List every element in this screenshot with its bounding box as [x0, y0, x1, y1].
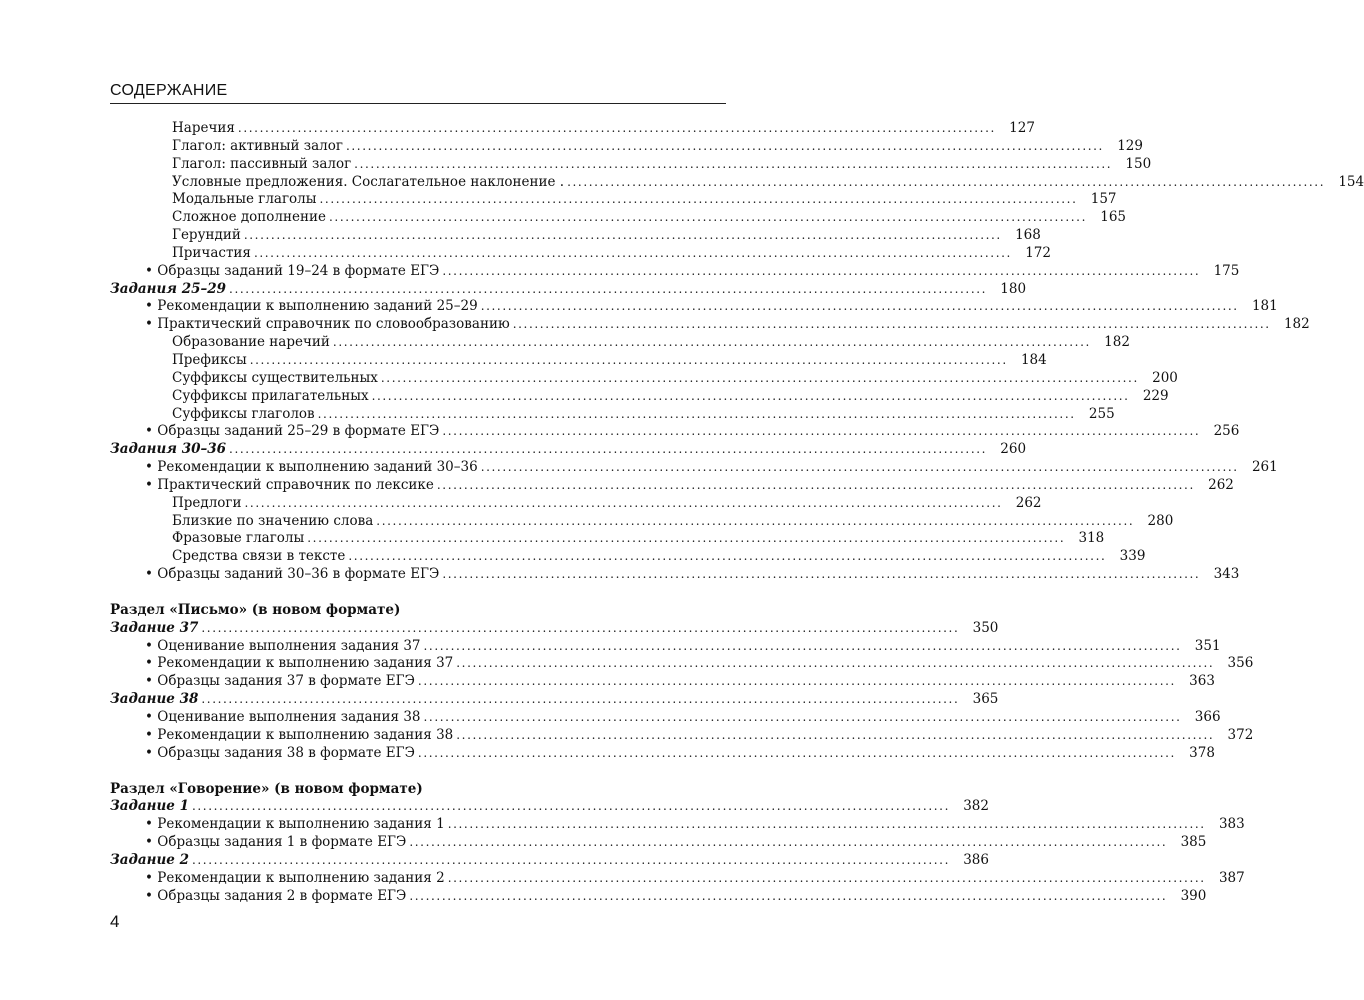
toc-entry-page: 180: [1000, 280, 1027, 297]
page-header-title: СОДЕРЖАНИЕ: [110, 82, 228, 99]
section-gap: [110, 584, 726, 602]
toc-entry-title: Средства связи в тексте: [172, 548, 346, 565]
dot-leader: ............................................................................................................................................: [253, 245, 1012, 260]
toc-entry[interactable]: [110, 476, 1234, 495]
toc-entry-page: 262: [1015, 494, 1042, 511]
section-gap: [110, 763, 726, 781]
toc-entry-title: • Образцы задания 2 в формате ЕГЭ: [145, 887, 407, 904]
toc-entry[interactable]: [110, 494, 1042, 513]
toc-entry-page: 372: [1227, 726, 1254, 743]
toc-entry-title: • Оценивание выполнения задания 37: [145, 637, 421, 654]
dot-leader: ............................................................................................................................................: [319, 192, 1078, 207]
dot-leader: ............................................................................................................................................: [237, 121, 996, 135]
toc-entry[interactable]: [110, 405, 1115, 424]
toc-entry-title: Задание 1: [110, 798, 189, 815]
toc-entry-page: 387: [1218, 869, 1245, 886]
toc-entry[interactable]: [110, 548, 1146, 566]
dot-leader: ............................................................................................................................................: [201, 692, 960, 707]
dot-leader: ............................................................................................................................................: [201, 620, 960, 635]
toc-entry-page: 365: [972, 691, 999, 708]
dot-leader: ............................................................................................................................................: [417, 745, 1176, 760]
toc-entry-page: 127: [1009, 120, 1035, 136]
toc-entry-page: 262: [1208, 476, 1234, 493]
toc-entry-title: Задание 38: [110, 691, 199, 708]
toc-entry-title: Условные предложения. Сослагательное наклонение .: [172, 173, 565, 190]
dot-leader: ............................................................................................................................................: [332, 335, 1091, 350]
toc-entry-title: • Рекомендации к выполнению задания 1: [145, 816, 445, 833]
toc-entry-title: Суффиксы прилагательных: [172, 387, 369, 404]
toc-entry[interactable]: [110, 655, 1254, 673]
toc-entry-title: Фразовые глаголы: [172, 530, 305, 547]
dot-leader: ............................................................................................................................................: [423, 638, 1182, 653]
toc-entry-title: • Рекомендации к выполнению задания 38: [145, 726, 454, 743]
dot-leader: ............................................................................................................................................: [423, 710, 1182, 724]
toc-entry-title: Наречия: [172, 120, 235, 136]
toc-entry-title: • Образцы задания 37 в формате ЕГЭ: [145, 673, 415, 690]
toc-entry-page: 280: [1147, 512, 1174, 529]
page-number: 4: [110, 912, 120, 931]
toc-entry-page: 378: [1189, 744, 1215, 761]
toc-entry-title: Причастия: [172, 244, 251, 261]
toc-entry[interactable]: [110, 155, 1152, 174]
dot-leader: ............................................................................................................................................: [442, 424, 1201, 439]
dot-leader: ............................................................................................................................................: [354, 156, 1113, 171]
dot-leader: ............................................................................................................................................: [229, 442, 988, 457]
dot-leader: ............................................................................................................................................: [244, 495, 1003, 510]
dot-leader: ............................................................................................................................................: [417, 674, 1176, 689]
toc-entry-title: Глагол: пассивный залог: [172, 155, 352, 172]
toc-entry-title: Образование наречий: [172, 334, 330, 351]
toc-entry[interactable]: [110, 619, 999, 638]
toc-entry-title: Сложное дополнение: [172, 209, 326, 226]
dot-leader: ............................................................................................................................................: [345, 138, 1104, 153]
toc-entry-page: 363: [1189, 673, 1215, 690]
toc-entry[interactable]: [110, 744, 1215, 763]
dot-leader: ............................................................................................................................................: [409, 835, 1168, 850]
toc-entry-page: 351: [1194, 637, 1221, 654]
toc-entry-page: 386: [963, 851, 989, 868]
toc-section-heading: [110, 781, 726, 799]
toc-entry-page: 168: [1015, 227, 1041, 244]
toc-entry[interactable]: [110, 869, 1245, 888]
dot-leader: ............................................................................................................................................: [480, 299, 1239, 314]
toc-entry-title: Задания 30–36: [110, 441, 227, 458]
toc-entry-title: • Образцы задания 1 в формате ЕГЭ: [145, 834, 407, 851]
dot-leader: ............................................................................................................................................: [442, 567, 1201, 582]
toc-entry[interactable]: [110, 137, 1143, 156]
toc-entry-title: Суффиксы глаголов: [172, 405, 315, 422]
dot-leader: ............................................................................................................................................: [371, 388, 1130, 403]
toc-entry-page: 255: [1088, 405, 1115, 422]
toc-entry-page: 366: [1194, 709, 1221, 725]
toc-entry[interactable]: [110, 387, 1169, 406]
dot-leader: ............................................................................................................................................: [380, 370, 1139, 385]
toc-entry-title: Близкие по значению слова: [172, 512, 374, 529]
toc-entry-title: Задание 37: [110, 619, 199, 636]
toc-entry[interactable]: [110, 709, 1221, 727]
toc-entry-page: 150: [1125, 155, 1152, 172]
toc-entry[interactable]: [110, 566, 1240, 584]
toc-entry-page: 318: [1078, 530, 1105, 547]
toc-entry-title: Задание 2: [110, 851, 189, 868]
dot-leader: ............................................................................................................................................: [512, 317, 1271, 332]
toc-entry-title: Суффиксы существительных: [172, 369, 378, 386]
toc-entry[interactable]: [110, 173, 1364, 192]
toc-entry[interactable]: [110, 369, 1178, 388]
toc-entry[interactable]: [110, 227, 1041, 245]
toc-entry[interactable]: [110, 798, 989, 816]
toc-entry[interactable]: [110, 637, 1221, 656]
toc-entry[interactable]: [110, 726, 1254, 745]
dot-leader: ............................................................................................................................................: [447, 817, 1206, 832]
toc-section-heading: [110, 602, 726, 620]
toc-entry-page: 182: [1104, 334, 1130, 351]
dot-leader: ............................................................................................................................................: [249, 352, 1008, 367]
toc-entry[interactable]: [110, 887, 1207, 906]
toc-entry[interactable]: [110, 530, 1105, 548]
toc-entry-page: 229: [1142, 387, 1169, 404]
toc-entry[interactable]: [110, 244, 1051, 263]
toc-entry[interactable]: [110, 512, 1174, 531]
dot-leader: ............................................................................................................................................: [229, 281, 988, 296]
dot-leader: ............................................................................................................................................: [317, 406, 1076, 421]
toc-entry-page: 256: [1213, 423, 1240, 440]
toc-entry[interactable]: [110, 280, 1027, 299]
toc-entry[interactable]: [110, 262, 1240, 281]
dot-leader: ............................................................................................................................................: [436, 477, 1195, 492]
toc-entry[interactable]: [110, 298, 1278, 316]
toc-entry-page: 382: [963, 798, 989, 815]
toc-entry-title: • Рекомендации к выполнению задания 2: [145, 869, 445, 886]
toc-entry[interactable]: [110, 209, 1127, 227]
toc-entry[interactable]: [110, 351, 1047, 370]
dot-leader: ............................................................................................................................................: [328, 210, 1088, 225]
dot-leader: ............................................................................................................................................: [191, 852, 950, 867]
dot-leader: ............................................................................................................................................: [567, 174, 1326, 189]
section-heading-title: Раздел «Говорение» (в новом формате): [110, 780, 423, 797]
toc-entry[interactable]: [110, 441, 1027, 459]
table-of-contents: [110, 120, 1364, 905]
toc-entry-title: • Рекомендации к выполнению заданий 25–29: [145, 298, 478, 315]
toc-entry[interactable]: [110, 834, 1207, 852]
dot-leader: ............................................................................................................................................: [376, 513, 1135, 528]
toc-entry[interactable]: [110, 691, 999, 709]
toc-entry-page: 181: [1251, 298, 1278, 315]
header-rule: [110, 103, 726, 104]
toc-entry-page: 182: [1283, 316, 1310, 333]
toc-entry[interactable]: [110, 423, 1240, 441]
toc-entry-page: 339: [1119, 548, 1146, 565]
dot-leader: ............................................................................................................................................: [456, 727, 1215, 742]
toc-entry-page: 184: [1020, 351, 1047, 368]
toc-entry-title: • Рекомендации к выполнению заданий 30–36: [145, 459, 478, 476]
toc-entry-page: 385: [1180, 834, 1207, 851]
toc-entry-title: Глагол: активный залог: [172, 137, 343, 154]
toc-entry-title: Герундий: [172, 227, 241, 244]
toc-entry-title: • Рекомендации к выполнению задания 37: [145, 655, 454, 672]
toc-entry-page: 343: [1213, 566, 1240, 583]
toc-entry-page: 165: [1100, 209, 1127, 226]
dot-leader: ............................................................................................................................................: [480, 460, 1239, 475]
toc-entry[interactable]: [110, 816, 1245, 834]
toc-entry[interactable]: [110, 120, 1035, 138]
toc-entry[interactable]: [110, 316, 1310, 334]
toc-entry-title: • Образцы задания 38 в формате ЕГЭ: [145, 744, 415, 761]
toc-entry-title: • Практический справочник по словообразованию: [145, 316, 510, 333]
toc-entry-page: 172: [1025, 244, 1051, 261]
toc-entry-title: Префиксы: [172, 351, 247, 368]
dot-leader: ............................................................................................................................................: [447, 870, 1206, 885]
toc-entry-title: • Оценивание выполнения задания 38: [145, 709, 421, 725]
dot-leader: ............................................................................................................................................: [442, 263, 1201, 278]
toc-entry-title: Задания 25–29: [110, 280, 227, 297]
toc-entry-page: 261: [1251, 459, 1278, 476]
toc-entry-page: 200: [1152, 369, 1178, 386]
toc-entry-page: 260: [1000, 441, 1027, 458]
toc-entry-title: • Образцы заданий 30–36 в формате ЕГЭ: [145, 566, 440, 583]
toc-entry-title: • Практический справочник по лексике: [145, 476, 434, 493]
dot-leader: ............................................................................................................................................: [409, 888, 1168, 903]
toc-entry-page: 129: [1117, 137, 1143, 154]
toc-entry-page: 390: [1180, 887, 1207, 904]
toc-entry-title: Модальные глаголы: [172, 191, 317, 208]
toc-entry-page: 154: [1338, 173, 1364, 190]
toc-entry[interactable]: [110, 334, 1130, 352]
dot-leader: ............................................................................................................................................: [243, 228, 1002, 243]
dot-leader: ............................................................................................................................................: [191, 799, 950, 814]
toc-entry-page: 157: [1090, 191, 1117, 208]
dot-leader: ............................................................................................................................................: [456, 656, 1215, 671]
toc-entry-page: 383: [1218, 816, 1245, 833]
dot-leader: ............................................................................................................................................: [348, 549, 1107, 564]
toc-entry-page: 175: [1213, 262, 1240, 279]
dot-leader: ............................................................................................................................................: [307, 531, 1066, 546]
toc-entry-title: Предлоги: [172, 494, 242, 511]
toc-entry-title: • Образцы заданий 25–29 в формате ЕГЭ: [145, 423, 440, 440]
toc-entry[interactable]: [110, 459, 1278, 477]
toc-entry[interactable]: [110, 851, 989, 870]
toc-entry-page: 356: [1227, 655, 1254, 672]
toc-entry-page: 350: [972, 619, 999, 636]
toc-entry-title: • Образцы заданий 19–24 в формате ЕГЭ: [145, 262, 440, 279]
section-heading-title: Раздел «Письмо» (в новом формате): [110, 601, 401, 618]
toc-entry[interactable]: [110, 673, 1215, 691]
toc-entry[interactable]: [110, 191, 1117, 209]
